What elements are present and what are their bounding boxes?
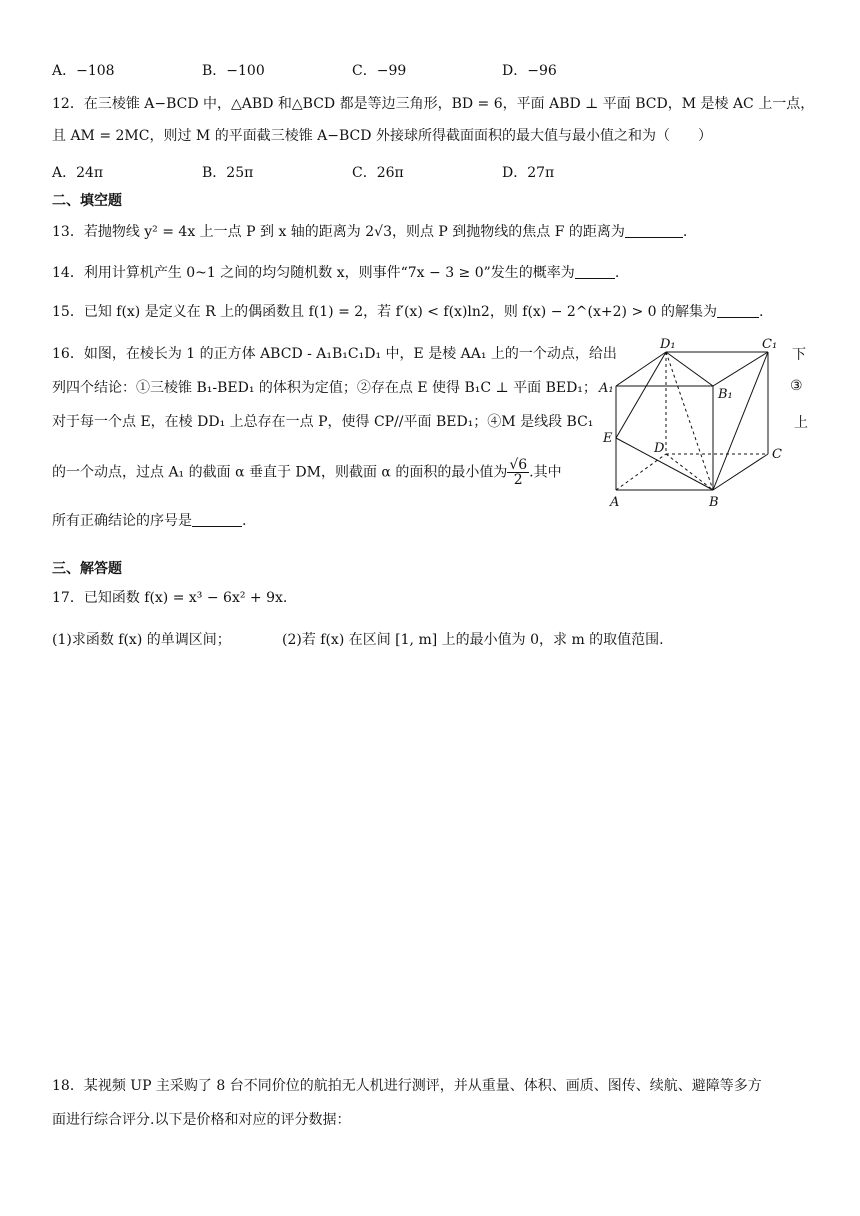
cube-figure bbox=[598, 334, 808, 512]
q17-part2: (2)若 f(x) 在区间 [1, m] 上的最小值为 0，求 m 的取值范围. bbox=[282, 632, 664, 648]
q16-line4b: .其中 bbox=[529, 464, 562, 481]
q12-option-a: A．24π bbox=[52, 165, 104, 181]
q16-line2a: 列四个结论：①三棱锥 B₁-BED₁ 的体积为定值；②存在点 E 使得 B₁C ⊥ 平面 BED₁； bbox=[52, 380, 597, 396]
q16-line3a: 对于每一个点 E，在棱 DD₁ 上总存在一点 P，使得 CP//平面 BED₁；④M 是线段 BC₁ bbox=[52, 414, 594, 430]
q18-line1: 18．某视频 UP 主采购了 8 台不同价位的航拍无人机进行测评，并从重量、体积、画质、图传、续航、避障等多方 bbox=[52, 1078, 762, 1094]
q11-option-a: A．−108 bbox=[52, 63, 115, 79]
line-ed1 bbox=[616, 352, 666, 438]
q16-line4 bbox=[52, 458, 562, 487]
q16-line2b: ③ bbox=[790, 378, 803, 394]
label-c: C bbox=[772, 447, 782, 462]
q14-answer-blank bbox=[575, 264, 615, 279]
q12-line1: 12．在三棱锥 A−BCD 中，△ABD 和△BCD 都是等边三角形，BD = 6，平面 ABD ⊥ 平面 BCD，M 是棱 AC 上一点， bbox=[52, 96, 815, 112]
q17-stem: 17．已知函数 f(x) = x³ − 6x² + 9x. bbox=[52, 590, 288, 606]
q14-text: 14．利用计算机产生 0~1 之间的均匀随机数 x，则事件“7x − 3 ≥ 0”发生的概率为 bbox=[52, 265, 575, 281]
q12-option-c: C．26π bbox=[352, 165, 404, 181]
edge-bc bbox=[713, 454, 768, 490]
q12-option-d: D．27π bbox=[502, 165, 555, 181]
q16-line1a: 16．如图，在棱长为 1 的正方体 ABCD - A₁B₁C₁D₁ 中，E 是棱 AA₁ 上的一个动点，给出 bbox=[52, 346, 617, 362]
q16-end: . bbox=[242, 513, 247, 529]
q11-option-d: D．−96 bbox=[502, 63, 557, 79]
line-eb bbox=[616, 438, 713, 490]
q16-line5-text: 所有正确结论的序号是 bbox=[52, 513, 192, 529]
label-e: E bbox=[603, 431, 613, 446]
q13-answer-blank bbox=[625, 223, 683, 238]
q13-end: . bbox=[682, 224, 688, 240]
q16-fraction bbox=[507, 458, 529, 487]
edge-b1c1 bbox=[713, 352, 768, 386]
q12-line2: 且 AM = 2MC，则过 M 的平面截三棱锥 A−BCD 外接球所得截面面积的最大值与最小值之和为（ ） bbox=[52, 128, 712, 144]
q11-option-c: C．−99 bbox=[352, 63, 407, 79]
q14 bbox=[52, 263, 619, 283]
q16-line4a: 的一个动点，过点 A₁ 的截面 α 垂直于 DM，则截面 α 的面积的最小值为 bbox=[52, 464, 508, 481]
q16-frac-num: √6 bbox=[509, 457, 528, 473]
q17-part1: (1)求函数 f(x) 的单调区间； bbox=[52, 632, 231, 648]
q16-answer-blank bbox=[192, 512, 242, 527]
q13-text: 13．若抛物线 y² = 4x 上一点 P 到 x 轴的距离为 2√3，则点 P 到抛物线的焦点 F 的距离为 bbox=[52, 224, 625, 240]
section-fill-in-heading: 二、填空题 bbox=[52, 193, 122, 209]
line-d1b-hidden bbox=[666, 352, 713, 490]
label-b1: B₁ bbox=[718, 387, 733, 402]
q13 bbox=[52, 222, 687, 242]
edge-ad-hidden bbox=[616, 454, 666, 490]
label-a1: A₁ bbox=[599, 381, 614, 396]
label-a: A bbox=[610, 495, 620, 510]
q15 bbox=[52, 302, 763, 322]
section-solution-heading: 三、解答题 bbox=[52, 561, 122, 577]
q16-line5 bbox=[52, 511, 246, 531]
label-d: D bbox=[654, 441, 665, 456]
label-b: B bbox=[709, 495, 719, 510]
q18-line2: 面进行综合评分.以下是价格和对应的评分数据： bbox=[52, 1112, 351, 1128]
q16-line1b: 下 bbox=[792, 347, 806, 363]
q14-end: . bbox=[614, 265, 620, 281]
q15-text: 15．已知 f(x) 是定义在 R 上的偶函数且 f(1) = 2，若 f′(x) < f(x)ln2，则 f(x) − 2^(x+2) > 0 的解集为 bbox=[52, 304, 717, 320]
q15-answer-blank bbox=[717, 303, 759, 318]
q16-frac-den: 2 bbox=[513, 472, 523, 488]
edge-a1d1 bbox=[616, 352, 666, 386]
label-d1: D₁ bbox=[660, 337, 676, 352]
q16-line3b: 上 bbox=[794, 415, 808, 431]
q11-option-b: B．−100 bbox=[202, 63, 265, 79]
q12-option-b: B．25π bbox=[202, 165, 254, 181]
line-bc1 bbox=[713, 352, 768, 490]
line-d1b1 bbox=[666, 352, 713, 386]
line-db-hidden bbox=[666, 454, 713, 490]
q15-end: . bbox=[759, 304, 764, 320]
label-c1: C₁ bbox=[762, 337, 778, 352]
